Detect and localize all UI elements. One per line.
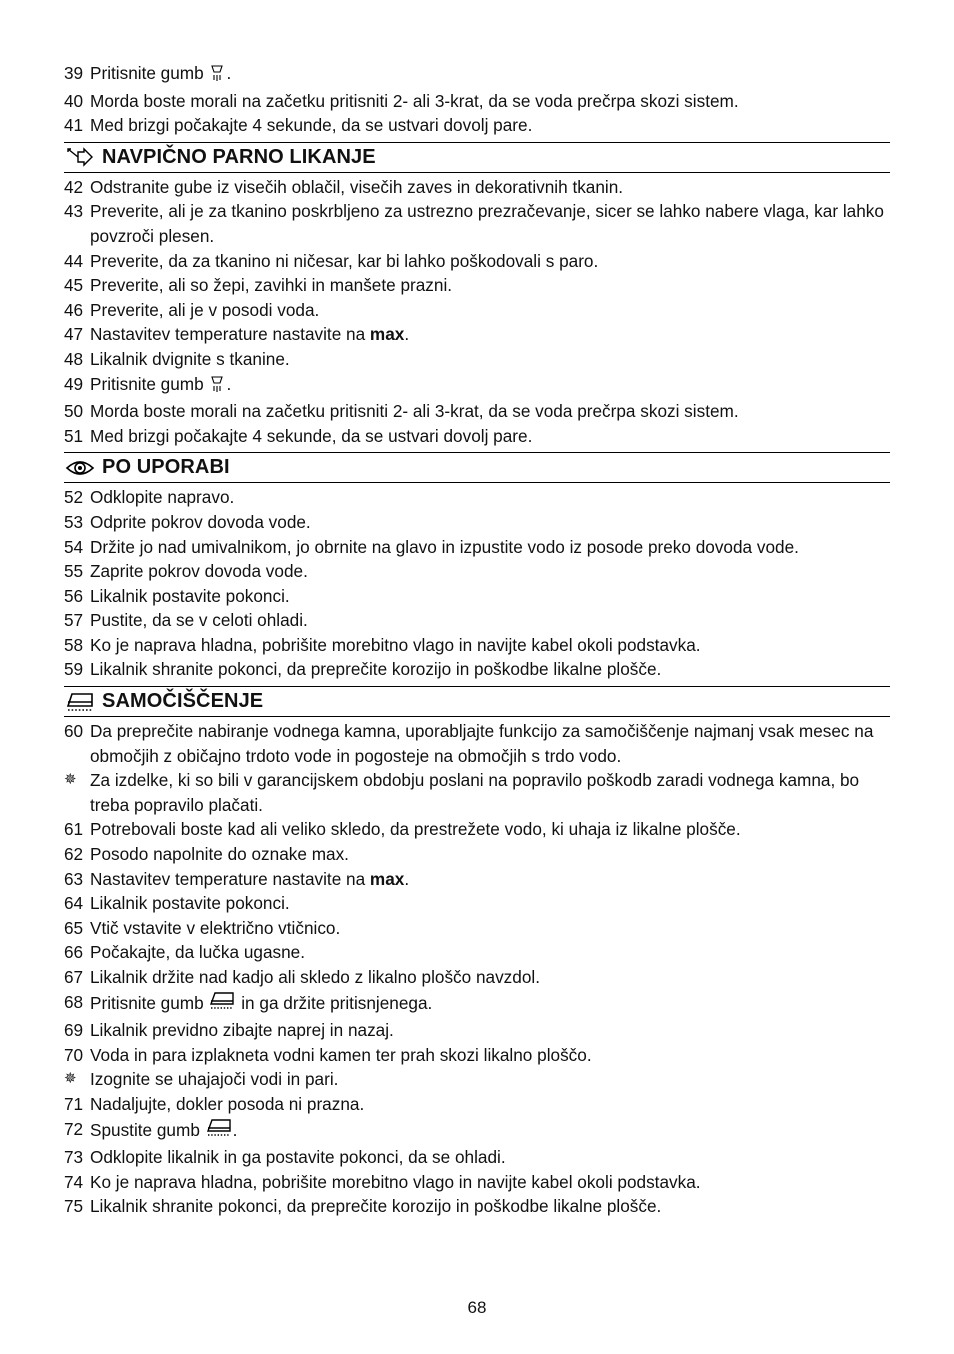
text-segment: Počakajte, da lučka ugasne. — [90, 942, 305, 963]
text-segment: Morda boste morali na začetku pritisniti 2- ali 3-krat, da se voda prečrpa skozi sistem. — [90, 90, 739, 111]
step-number: 39 — [64, 63, 84, 83]
step-number: 75 — [64, 1196, 84, 1217]
list-item — [64, 891, 890, 916]
step-number: 63 — [64, 868, 84, 889]
step-number: 65 — [64, 917, 84, 938]
step-number: 58 — [64, 634, 84, 655]
step-number: 64 — [64, 893, 84, 914]
text-segment: Likalnik postavite pokonci. — [90, 893, 290, 914]
text-segment: in ga držite pritisnjenega. — [236, 992, 433, 1013]
step-text — [90, 175, 890, 200]
step-number: 68 — [64, 991, 84, 1012]
list-item — [64, 199, 890, 248]
intro-steps — [64, 61, 890, 138]
text-segment: Ko je naprava hladna, pobrišite morebitno vlago in navijte kabel okoli podstavka. — [90, 634, 701, 655]
list-item — [64, 1067, 890, 1092]
step-text — [90, 199, 890, 248]
step-text — [90, 842, 890, 867]
text-segment: Ko je naprava hladna, pobrišite morebitno vlago in navijte kabel okoli podstavka. — [90, 1171, 701, 1192]
text-segment: Pritisnite gumb — [90, 63, 209, 83]
step-number: 46 — [64, 299, 84, 320]
section-heading-vertical-steam — [64, 142, 890, 173]
text-segment: Pustite, da se v celoti ohladi. — [90, 610, 308, 631]
list-item — [64, 1043, 890, 1068]
text-segment: Nastavitev temperature nastavite na — [90, 324, 370, 345]
step-text — [90, 867, 890, 892]
step-text — [90, 608, 890, 633]
text-segment: Posodo napolnite do oznake max. — [90, 844, 349, 865]
text-segment: Likalnik držite nad kadjo ali skledo z likalno ploščo navzdol. — [90, 967, 540, 987]
text-segment: . — [226, 373, 232, 394]
list-item — [64, 584, 890, 609]
steam-shot-icon — [208, 375, 226, 400]
text-segment: Preverite, ali so žepi, zavihki in manšete prazni. — [90, 275, 453, 296]
text-segment: Da preprečite nabiranje vodnega kamna, uporabljajte funkcijo za samočiščenje najmanj vsak mesec na območjih z običajno trdoto vode in pogosteje na območjih s trdo vodo. — [90, 721, 874, 766]
list-item — [64, 1145, 890, 1170]
list-item — [64, 424, 890, 449]
list-item — [64, 633, 890, 658]
step-text — [90, 347, 890, 372]
list-item — [64, 657, 890, 682]
step-number: 42 — [64, 176, 84, 197]
step-text — [90, 61, 890, 89]
step-text — [90, 916, 890, 941]
list-item — [64, 399, 890, 424]
step-text — [90, 322, 890, 347]
step-number: 56 — [64, 585, 84, 606]
step-number: 74 — [64, 1171, 84, 1192]
text-segment: Preverite, ali je za tkanino poskrbljeno za ustrezno prezračevanje, sicer se lahko nabere vlaga, kar lahko povzroči plesen. — [90, 201, 884, 246]
step-text — [90, 1170, 890, 1195]
self-clean-steps — [64, 719, 890, 1219]
steam-shot-icon — [208, 64, 226, 89]
text-segment: Likalnik shranite pokonci, da preprečite korozijo in poškodbe likalne plošče. — [90, 659, 662, 680]
text-segment: Med brizgi počakajte 4 sekunde, da se ustvari dovolj pare. — [90, 425, 533, 446]
step-number: 45 — [64, 275, 84, 296]
list-item — [64, 1170, 890, 1195]
text-segment: Voda in para izplakneta vodni kamen ter prah skozi likalno ploščo. — [90, 1044, 592, 1065]
list-item — [64, 347, 890, 372]
list-item — [64, 1018, 890, 1043]
text-segment: Pritisnite gumb — [90, 373, 209, 394]
step-number: 61 — [64, 819, 84, 840]
text-segment: Morda boste morali na začetku pritisniti 2- ali 3-krat, da se voda prečrpa skozi sistem. — [90, 401, 739, 422]
text-segment: Izognite se uhajajoči vodi in pari. — [90, 1069, 339, 1090]
text-segment: Vtič vstavite v električno vtičnico. — [90, 917, 341, 938]
step-number: 44 — [64, 250, 84, 271]
list-item — [64, 89, 890, 114]
step-number: 43 — [64, 201, 84, 222]
step-number: 54 — [64, 536, 84, 557]
section-title: SAMOČIŠČENJE — [102, 690, 264, 713]
text-segment: Likalnik previdno zibajte naprej in nazaj. — [90, 1020, 394, 1041]
step-text — [90, 1194, 890, 1219]
step-text — [90, 424, 890, 449]
text-segment: Držite jo nad umivalnikom, jo obrnite na glavo in izpustite vodo iz posode preko dovoda vode. — [90, 536, 799, 557]
step-number: 55 — [64, 561, 84, 582]
list-item — [64, 1117, 890, 1146]
text-segment: Preverite, ali je v posodi voda. — [90, 299, 320, 320]
list-item — [64, 510, 890, 535]
step-text — [90, 89, 890, 114]
step-text — [90, 1018, 890, 1043]
step-text — [90, 768, 890, 817]
section-title: NAVPIČNO PARNO LIKANJE — [102, 145, 376, 168]
self-clean-icon — [205, 1117, 233, 1146]
text-segment: Odklopite napravo. — [90, 487, 235, 508]
step-text — [90, 657, 890, 682]
section-heading-self-clean — [64, 686, 890, 717]
list-item — [64, 372, 890, 400]
step-text — [90, 559, 890, 584]
step-number: 49 — [64, 373, 84, 394]
list-item — [64, 842, 890, 867]
text-segment: Odklopite likalnik in ga postavite pokonci, da se ohladi. — [90, 1147, 506, 1168]
list-item — [64, 175, 890, 200]
step-text — [90, 535, 890, 560]
step-number: 69 — [64, 1020, 84, 1041]
step-number: 59 — [64, 659, 84, 680]
text-segment: Odstranite gube iz visečih oblačil, visečih zaves in dekorativnih tkanin. — [90, 176, 624, 197]
text-segment: Za izdelke, ki so bili v garancijskem obdobju poslani na popravilo poškodb zaradi vodnega kamna, bo treba popravilo plačati. — [90, 770, 860, 815]
list-item — [64, 298, 890, 323]
step-number: 40 — [64, 90, 84, 111]
text-segment: . — [404, 868, 410, 889]
step-text — [90, 965, 890, 990]
list-item — [64, 965, 890, 990]
step-number: 53 — [64, 511, 84, 532]
after-use-steps — [64, 485, 890, 682]
step-number: 67 — [64, 967, 84, 987]
step-number: 60 — [64, 721, 84, 742]
text-segment: Potrebovali boste kad ali veliko skledo, da prestrežete vodo, ki uhaja iz likalne plošče. — [90, 819, 741, 840]
step-number: 47 — [64, 324, 84, 345]
step-text — [90, 1145, 890, 1170]
list-item — [64, 249, 890, 274]
text-segment: Likalnik shranite pokonci, da preprečite korozijo in poškodbe likalne plošče. — [90, 1196, 662, 1217]
list-item — [64, 559, 890, 584]
eye-icon — [64, 456, 96, 480]
step-text — [90, 485, 890, 510]
step-number: 70 — [64, 1044, 84, 1065]
step-text — [90, 273, 890, 298]
list-item — [64, 817, 890, 842]
text-segment: Nadaljujte, dokler posoda ni prazna. — [90, 1093, 365, 1114]
step-text — [90, 891, 890, 916]
list-item — [64, 1092, 890, 1117]
text-segment: . — [226, 63, 232, 83]
step-number: 62 — [64, 844, 84, 865]
text-segment: . — [232, 1119, 238, 1140]
text-segment: Spustite gumb — [90, 1119, 205, 1140]
step-text — [90, 584, 890, 609]
section-title: PO UPORABI — [102, 456, 230, 479]
list-item — [64, 61, 890, 89]
step-number: 66 — [64, 942, 84, 963]
step-text — [90, 510, 890, 535]
self-clean-icon — [208, 990, 236, 1019]
text-segment: Pritisnite gumb — [90, 992, 209, 1013]
step-text — [90, 372, 890, 400]
step-text — [90, 940, 890, 965]
list-item — [64, 273, 890, 298]
step-text — [90, 1117, 890, 1146]
list-item — [64, 867, 890, 892]
text-segment: Odprite pokrov dovoda vode. — [90, 511, 311, 532]
list-item — [64, 1194, 890, 1219]
vertical-steam-icon — [64, 145, 96, 169]
step-number: 41 — [64, 115, 84, 136]
text-segment: Nastavitev temperature nastavite na — [90, 868, 370, 889]
step-text — [90, 719, 890, 768]
step-number: 57 — [64, 610, 84, 631]
text-segment: Zaprite pokrov dovoda vode. — [90, 561, 308, 582]
step-number: 71 — [64, 1093, 84, 1114]
list-item — [64, 535, 890, 560]
text-segment: Med brizgi počakajte 4 sekunde, da se ustvari dovolj pare. — [90, 115, 533, 136]
step-text — [90, 399, 890, 424]
list-item — [64, 485, 890, 510]
list-item — [64, 322, 890, 347]
list-item — [64, 940, 890, 965]
text-segment: . — [404, 324, 410, 345]
list-item — [64, 608, 890, 633]
text-segment: Likalnik postavite pokonci. — [90, 585, 290, 606]
text-segment: Likalnik dvignite s tkanine. — [90, 348, 290, 369]
step-text — [90, 1043, 890, 1068]
note-star-icon: ✵ — [64, 1070, 77, 1088]
step-number: 50 — [64, 401, 84, 422]
list-item — [64, 990, 890, 1019]
text-segment: Preverite, da za tkanino ni ničesar, kar bi lahko poškodovali s paro. — [90, 250, 599, 271]
step-number: 52 — [64, 487, 84, 508]
list-item — [64, 113, 890, 138]
step-text — [90, 1067, 890, 1092]
manual-page — [64, 61, 890, 1219]
list-item — [64, 719, 890, 768]
step-text — [90, 249, 890, 274]
self-clean-icon — [64, 690, 96, 714]
list-item — [64, 768, 890, 817]
list-item — [64, 916, 890, 941]
section-heading-after-use — [64, 452, 890, 483]
vertical-steam-steps — [64, 175, 890, 449]
bold-value: max — [369, 868, 405, 889]
step-text — [90, 817, 890, 842]
step-number: 48 — [64, 348, 84, 369]
step-number: 72 — [64, 1118, 84, 1139]
step-text — [90, 1092, 890, 1117]
step-number: 73 — [64, 1147, 84, 1168]
note-star-icon: ✵ — [64, 771, 77, 789]
step-number: 51 — [64, 425, 84, 446]
step-text — [90, 298, 890, 323]
bold-value: max — [369, 324, 405, 345]
step-text — [90, 633, 890, 658]
step-text — [90, 113, 890, 138]
step-text — [90, 990, 890, 1019]
page-number: 68 — [467, 1298, 487, 1317]
